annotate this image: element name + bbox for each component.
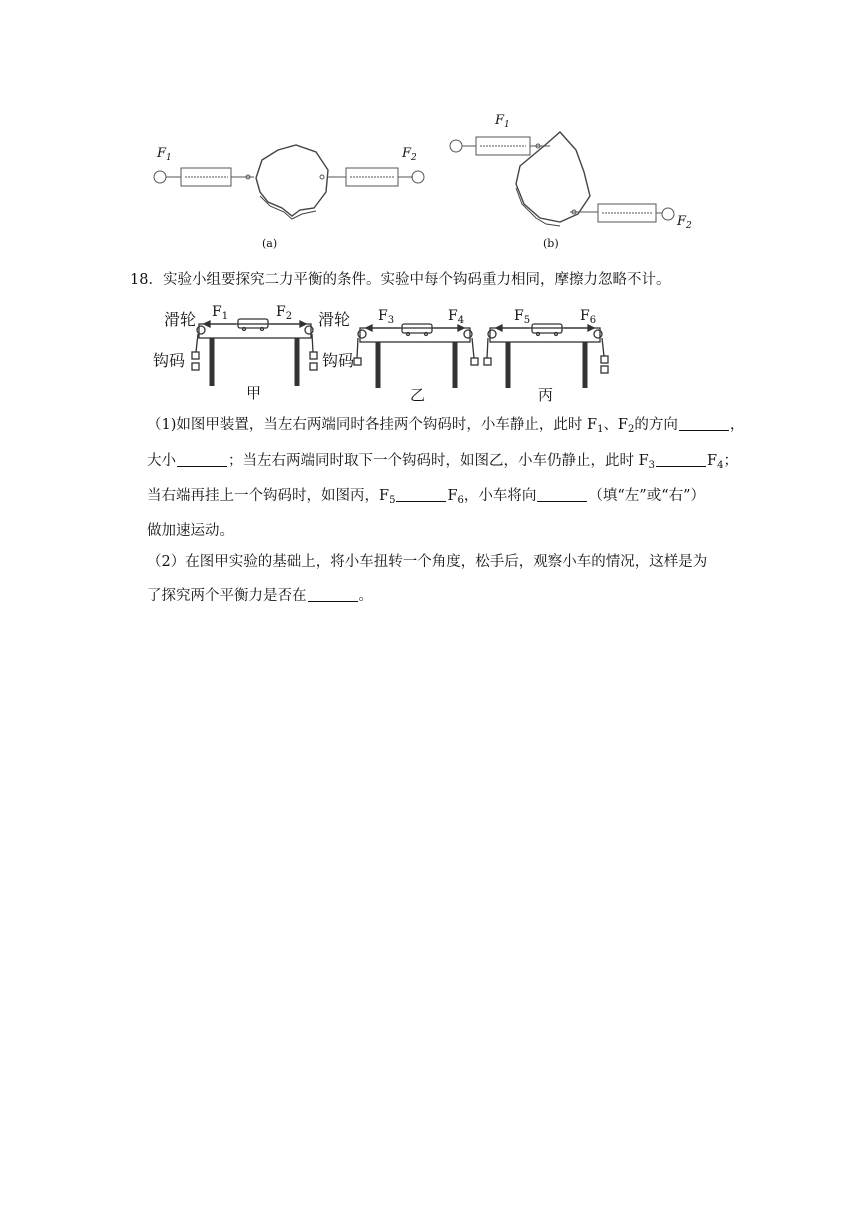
figure-balance-experiment: [0, 298, 860, 408]
figure-ab: [0, 0, 860, 260]
label-b-f1: $F_1$: [495, 113, 510, 130]
label-f3: $F_3$: [378, 308, 395, 326]
label-b-f2: $F_2$: [677, 214, 692, 231]
answer-blank-1[interactable]: [679, 416, 729, 431]
setup-yi: [354, 324, 478, 388]
figure-a: [154, 145, 424, 219]
caption-a: (a): [262, 237, 278, 250]
part2-line2: 了探究两个平衡力是否在 。: [147, 588, 373, 604]
part1-line3: 当右端再挂上一个钩码时，如图丙，$F_5$ $F_6$，小车将向 （填“左”或“右”）: [147, 488, 706, 506]
label-weight-right: 钩码: [322, 351, 355, 370]
label-bing: 丙: [538, 386, 554, 404]
part1-line2: 大小 ；当左右两端同时取下一个钩码时，如图乙，小车仍静止，此时 $F_3$ $F_4$；: [147, 453, 738, 471]
question-stem-text: 实验小组要探究二力平衡的条件。实验中每个钩码重力相同，摩擦力忽略不计。: [162, 272, 671, 288]
label-yi: 乙: [410, 386, 426, 404]
caption-b: (b): [543, 237, 559, 250]
label-jia: 甲: [246, 384, 262, 402]
setup-jia: [192, 319, 317, 386]
label-f1: $F_1$: [212, 304, 229, 322]
label-pulley-left: 滑轮: [164, 310, 197, 329]
label-weight-left: 钩码: [153, 351, 186, 370]
label-f4: $F_4$: [448, 308, 465, 326]
label-pulley-right: 滑轮: [318, 310, 351, 329]
part1-line1: （1)如图甲装置，当左右两端同时各挂两个钩码时，小车静止，此时 $F_1$、$F_2$的方向 ，: [147, 417, 745, 435]
part2-line1: （2）在图甲实验的基础上，将小车扭转一个角度，松手后，观察小车的情况，这样是为: [147, 554, 708, 570]
label-f2: $F_2$: [276, 304, 293, 322]
label-f5: $F_5$: [514, 308, 531, 326]
question-stem: [130, 270, 670, 290]
setup-bing: [484, 324, 608, 388]
answer-blank-3[interactable]: [656, 452, 706, 467]
question-number: 18．: [130, 272, 163, 288]
answer-blank-4[interactable]: [396, 487, 446, 502]
answer-blank-5[interactable]: [537, 487, 587, 502]
figure-b: [450, 132, 674, 226]
part1-line4: 做加速运动。: [147, 523, 234, 539]
label-a-f1: $F_1$: [157, 146, 172, 163]
answer-blank-6[interactable]: [308, 587, 358, 602]
label-a-f2: $F_2$: [402, 146, 417, 163]
label-f6: $F_6$: [580, 308, 597, 326]
answer-blank-2[interactable]: [177, 452, 227, 467]
